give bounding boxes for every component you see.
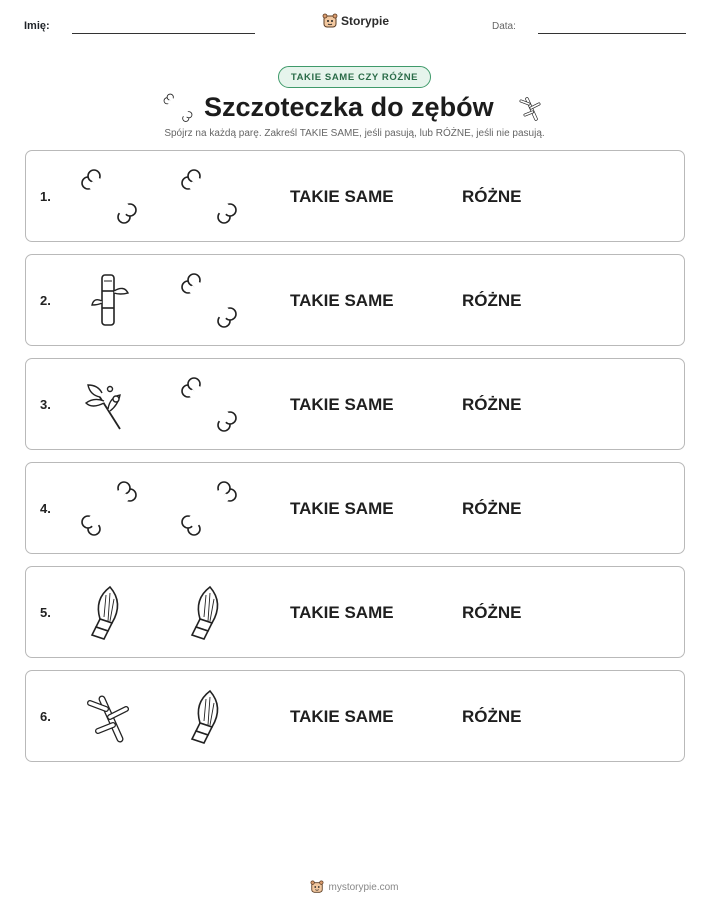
mascot-icon: [310, 880, 324, 894]
option-same[interactable]: TAKIE SAME: [290, 395, 394, 414]
chew-stick-icon: [80, 689, 138, 745]
exercise-row: [25, 670, 685, 762]
row-number: 6.: [40, 709, 51, 724]
worksheet-header: [0, 0, 709, 50]
bone-icon: [163, 93, 193, 123]
brand-name: Storypie: [341, 14, 390, 28]
page-title: Szczoteczka do zębów: [204, 92, 494, 122]
row-number: 3.: [40, 397, 51, 412]
row-number: 5.: [40, 605, 51, 620]
option-same[interactable]: TAKIE SAME: [290, 499, 394, 518]
date-field[interactable]: [538, 33, 686, 34]
option-different[interactable]: RÓŻNE: [462, 603, 522, 622]
bristle-brush-icon: [80, 585, 138, 641]
bristle-brush-icon: [180, 689, 238, 745]
bone-icon: [180, 273, 238, 329]
option-different[interactable]: RÓŻNE: [462, 187, 522, 206]
option-different[interactable]: RÓŻNE: [462, 499, 522, 518]
bristle-brush-icon: [180, 585, 238, 641]
option-same[interactable]: TAKIE SAME: [290, 707, 394, 726]
date-label: Data:: [492, 21, 516, 32]
leafy-twig-icon: [80, 377, 138, 433]
bone-icon: [80, 481, 138, 537]
exercise-row: [25, 462, 685, 554]
footer: [0, 880, 709, 894]
bone-icon: [180, 169, 238, 225]
exercise-row: [25, 254, 685, 346]
exercise-row: [25, 358, 685, 450]
bone-icon: [180, 481, 238, 537]
row-number: 4.: [40, 501, 51, 516]
footer-url[interactable]: mystorypie.com: [328, 881, 399, 893]
option-different[interactable]: RÓŻNE: [462, 707, 522, 726]
exercise-row: [25, 150, 685, 242]
option-different[interactable]: RÓŻNE: [462, 291, 522, 310]
row-number: 1.: [40, 189, 51, 204]
option-different[interactable]: RÓŻNE: [462, 395, 522, 414]
exercise-row: [25, 566, 685, 658]
title-area: [0, 92, 709, 126]
bone-icon: [80, 169, 138, 225]
mascot-icon: [322, 13, 338, 29]
brand-logo: [322, 13, 389, 29]
chew-stick-icon: [516, 93, 544, 123]
row-number: 2.: [40, 293, 51, 308]
bamboo-icon: [80, 273, 138, 329]
name-label: Imię:: [24, 20, 50, 32]
name-field[interactable]: [72, 33, 255, 34]
option-same[interactable]: TAKIE SAME: [290, 291, 394, 310]
option-same[interactable]: TAKIE SAME: [290, 187, 394, 206]
option-same[interactable]: TAKIE SAME: [290, 603, 394, 622]
instructions: Spójrz na każdą parę. Zakreśl TAKIE SAME, jeśli pasują, lub RÓŻNE, jeśli nie pasują.: [164, 128, 545, 139]
worksheet-type-badge: TAKIE SAME CZY RÓŻNE: [278, 66, 431, 88]
bone-icon: [180, 377, 238, 433]
